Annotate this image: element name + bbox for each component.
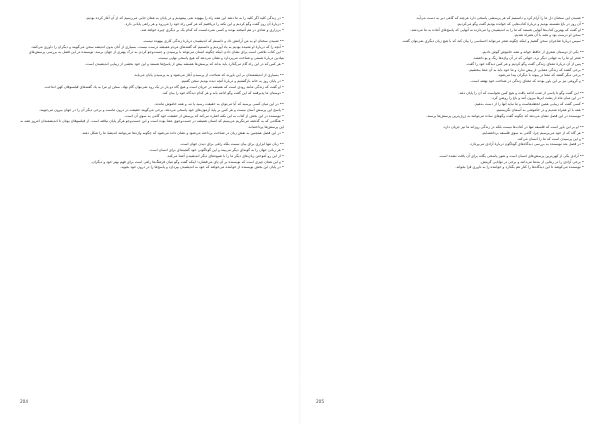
paragraph: • سخن او درست بود و همه با آن همراه شدیم. (513, 33, 584, 38)
right-page (300, 0, 600, 424)
paragraph: • پاسخ این پرسش آسان نیست و هر کس بر پایهٔ آزمون‌های خود پاسخی می‌دهد. برخی می‌گویند حقیقت در درون ماست و برخی دیگر آن را در جهان بیرون می‌جویند. (38, 107, 284, 112)
paragraph: • برخی گفتند که زندگی معنایی از پیش ندارد و ما خود باید به آن معنا ببخشیم. (468, 67, 584, 72)
paragraph: • و گروهی نیز بر این باور بودند که معنای زندگی در شناخت خود نهفته است. (470, 79, 584, 84)
paragraph: •• آزادی یکی از کهن‌ترین پرسش‌های انسان است و هنوز پاسخی یگانه برای آن یافت نشده است. (438, 153, 584, 158)
paragraph: • شعر او ما را به جهانی دیگر برد، جهانی که در آن واژه‌ها رنگ و بو داشتند. (472, 56, 584, 61)
paragraph: • پس از آن دربارهٔ معنای زندگی گفت وگو کردیم و هر کس دیدگاه خود را گفت. (465, 61, 584, 66)
paragraph: • در زندگی کلید اگر کلید را به ما دهند این همه راه را بیهوده نمی پیمودیم و در پایان به همان جایی می‌رسیم که از آن آغاز کرده بودیم. (85, 16, 284, 20)
paragraph: • هنگامی که به گذشته می‌نگریم می‌بینیم که انسان همیشه در جست‌وجوی معنا بوده است و این جست‌وجو هرگز پایان نیافته است. از فیلسوفان یونان تا اندیشمندان امروز همه به این پرسش‌ها پرداخته‌اند. (20, 119, 284, 130)
paragraph: • در پایان روز به خانه بازگشتیم و دربارهٔ آنچه دیده بودیم سخن گفتیم. (180, 79, 284, 84)
page-number: 204 (20, 399, 28, 404)
right-page-text-column (316, 16, 584, 171)
paragraph: • بی‌زاری و شادی در هم آمیخته بودند و کسی نمی‌دانست که کدام یک بر دیگری چیره خواهد شد. (140, 27, 284, 32)
paragraph: • نویسنده می‌کوشد تا این دیدگاه‌ها را کنار هم بگذارد و خواننده را به داوری فرا بخواند. (455, 165, 584, 170)
paragraph: • آن روز در باغ نشسته بودیم و دربارهٔ کتاب‌هایی که خوانده بودیم گفت وگو می‌کردیم. (456, 21, 584, 26)
paragraph: • هر کس که در این راه گام می‌گذارد باید بداند که پرسش‌ها همیشه بیش از پاسخ‌ها هستند و این خود بخشی از زیبایی اندیشیدن است. (85, 61, 284, 66)
paragraph: • در پایان این بخش نویسنده از خواننده می‌خواهد که خود به اندیشیدن بپردازد و پاسخ‌ها را در درون خود بجوید. (120, 165, 284, 170)
paragraph: • او گفت که بهترین کتاب‌ها آنهایی هستند که ما را به اندیشیدن وا می‌دارند نه آنهایی که پاسخ‌های آماده به ما می‌دهند. (410, 27, 584, 32)
paragraph: •• بسیاری از اندیشمندان بر این باورند که شناخت از پرسیدن آغاز می‌شود و به پرسیدن پایان می‌یابد. (133, 73, 284, 78)
paragraph: •• یکی از دوستان شعری از حافظ خواند و همه خاموش گوش دادیم. (481, 50, 584, 55)
paragraph: • دوستان ما پذیرفتند که این گفت وگو ادامه یابد و هر کدام دیدگاه خود را بیان کند. (161, 90, 284, 95)
paragraph: • و این همان چیزی است که نویسنده بر آن پای می‌فشارد: اینکه گفت وگو میان فرهنگ‌ها راهی است برای فهم بهتر خود و دیگران. (90, 159, 284, 164)
paragraph: • هر زبانی جهان را به گونه‌ای دیگر می‌بیند و این گوناگونی خود گنجینه‌ای برای انسان است. (148, 148, 284, 152)
paragraph: •• او بر این باور است که فلسفه تنها در کتاب‌ها نیست بلکه در زندگی روزانه ما نیز جریان دارد. (442, 125, 584, 130)
paragraph: • دربارهٔ آن روز گفت وگو کردیم و این نکته را دریافتیم که هر کس راه خود را می‌رود و هر راهی پایانی دارد. (124, 21, 284, 26)
paragraph: • این کتاب تلاشی است برای نشان دادن اینکه چگونه انسان می‌تواند با پرسیدن و جست‌وجو کردن به درک بهتری از جهان برسد. نویسنده در این فصل به بررسی پرسش‌های بنیادین دربارهٔ هستی و شناخت می‌پردازد و نشان می‌دهد که هیچ پاسخی نهایی نیست. (28, 50, 284, 61)
paragraph: • کسی گفت که زیبایی همین لحظه‌هاست و ما نباید آنها را از دست بدهیم. (474, 102, 584, 107)
paragraph: • برخی آزادی را در رهایی از بندها می‌دانند و برخی در توانایی گزینش. (479, 159, 584, 164)
page-number: 205 (316, 399, 324, 404)
paragraph: • شنیدن این سخنان دل ما را آرام کرد و دانستیم که هر پرسشی پاسخی دارد هرچند که گاهی دیر به دست می‌آید. (415, 16, 584, 20)
paragraph: • هر گاه که از خود می‌پرسیم چرا، گامی به سوی فلسفه برداشته‌ایم. (481, 130, 584, 135)
paragraph: • از این رو آموختن زبان‌های دیگر ما را با شیوه‌های دیگر اندیشیدن آشنا می‌کند. (166, 153, 284, 158)
paragraph: • آنچه را که دربارهٔ او شنیده بودیم به یاد آوردیم و دانستیم که گفته‌های مردم همیشه درست نیست. بسیاری از آنان بدون اندیشه سخن می‌گویند و دیگران را داوری می‌کنند. (30, 44, 284, 49)
paragraph: • نویسنده در این فصل نشان می‌دهد که چگونه گفت وگوهای ساده می‌توانند به ژرف‌ترین پرسش‌ها برسند. (426, 113, 584, 118)
paragraph: •• این گفت وگو تا پاسی از شب ادامه یافت و هیچ کس نخواست که آن را پایان دهد. (458, 90, 584, 95)
paragraph: • سپس دربارهٔ شاعران سخن گفتیم و اینکه چگونه شعر می‌تواند احساسی را بیان کند که با هیچ زبان دیگری نمی‌توان گفت. (401, 39, 584, 43)
paragraph: •• شنیدن سخنان او به من آرامش داد و دانستم که اندیشیدن دربارهٔ زندگی کاری بیهوده نیست. (142, 38, 284, 43)
paragraph: • او گفت که زندگی مانند رودی است که همیشه در جریان است و هیچ گاه دو بار در یک رود نمی‌توان گام نهاد. سخن او مرا به یاد گفته‌های فیلسوفان کهن انداخت. (43, 84, 284, 89)
paragraph: • در فصل بعد نویسنده به بررسی دیدگاه‌های گوناگون دربارهٔ آزادی می‌پردازد. (469, 142, 584, 147)
paragraph: • در این میان ماه از پشت ابرها بیرون آمد و باغ را روشن کرد. (491, 96, 584, 101)
paragraph: • برخی دیگر گفتند که معنا در پیوند با دیگران پیدا می‌شود. (497, 73, 584, 78)
paragraph: •• در این میان کسی پرسید که آیا می‌توان به حقیقت رسید یا نه، و همه خاموش ماندند. (154, 102, 284, 107)
left-page-text-column (20, 16, 284, 171)
paragraph: • نویسنده در این بخش از کتاب به این نکته اشاره می‌کند که پرسش از حقیقت خود گامی به سوی آن است. (124, 113, 284, 118)
paragraph: • و این پرسیدن است که ما را انسان می‌کند. (516, 136, 584, 141)
paragraph: • همه با او همراه شدیم و در خاموشی به آسمان نگریستیم. (495, 107, 584, 112)
paragraph: • در این فصل همچنین به نقش زبان در شناخت پرداخته می‌شود و نشان داده می‌شود که چگونه واژه‌ها می‌توانند اندیشهٔ ما را شکل دهند. (81, 130, 284, 135)
paragraph: •• زبان تنها ابزاری برای بیان نیست بلکه راهی برای دیدن جهان است. (179, 142, 284, 147)
